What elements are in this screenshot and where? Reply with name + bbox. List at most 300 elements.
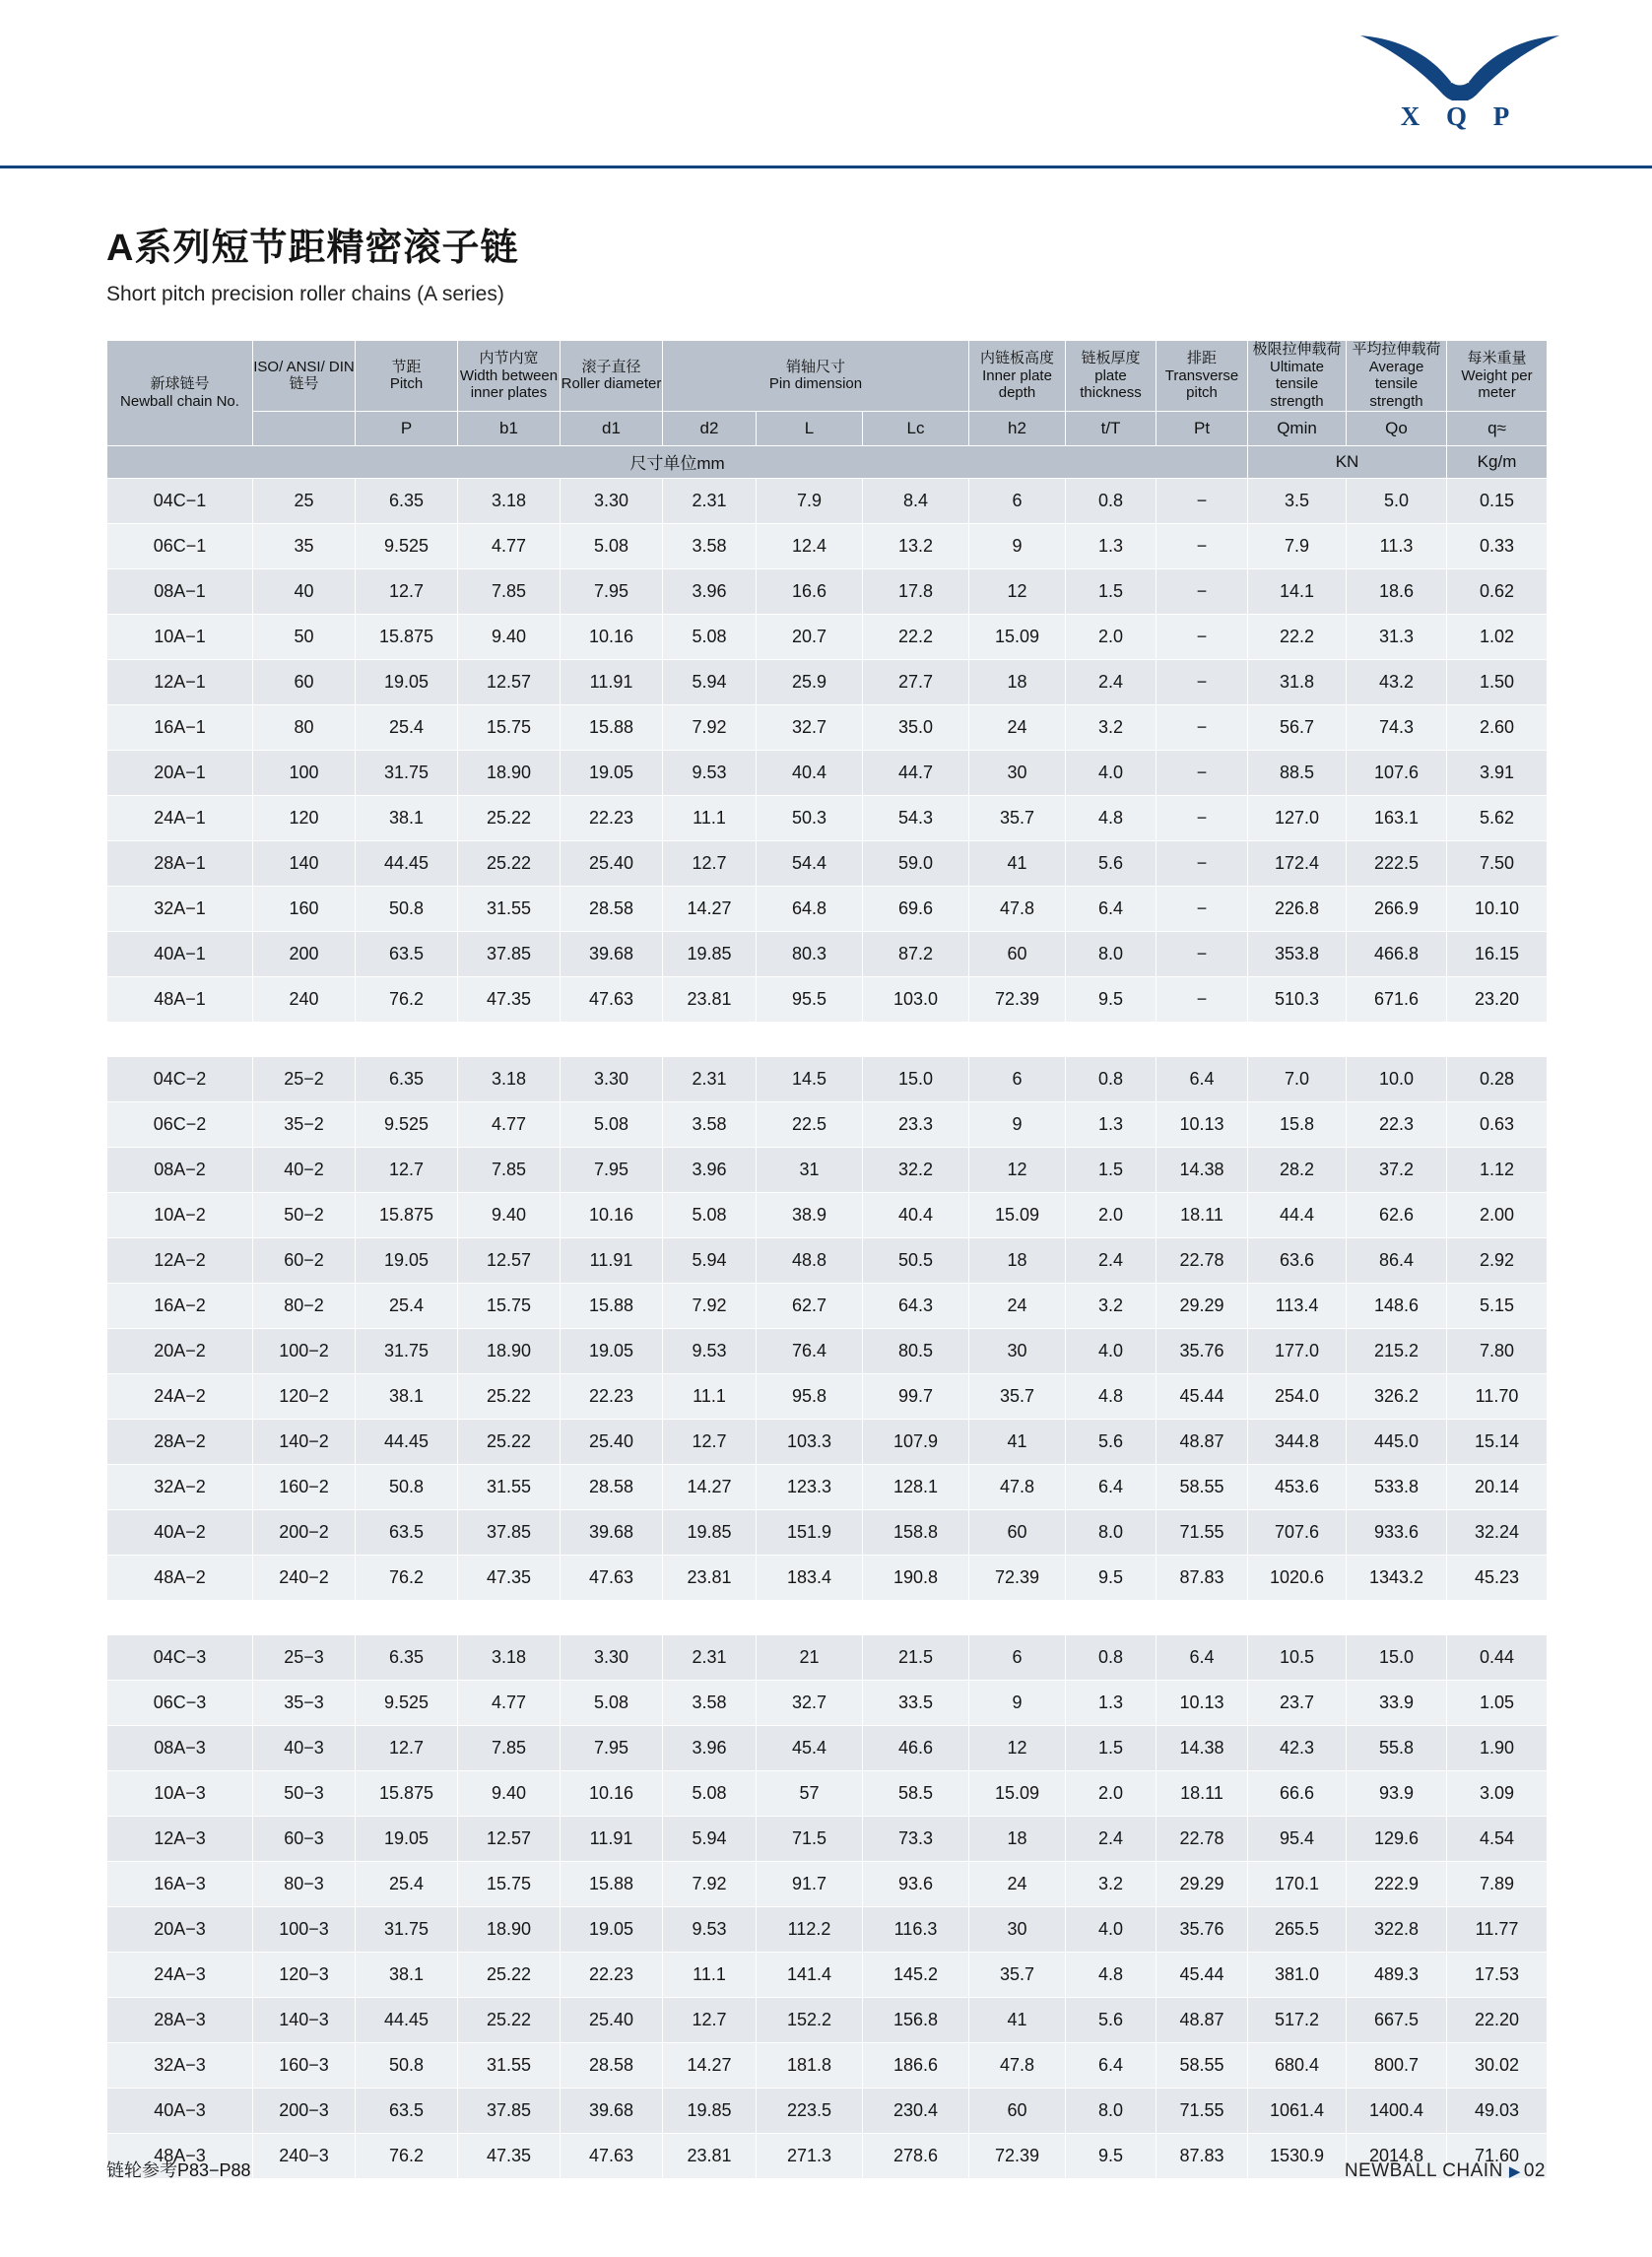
table-cell: 6.35 xyxy=(356,478,458,523)
table-row xyxy=(107,750,1548,795)
table-cell: 2.31 xyxy=(663,1056,757,1101)
table-row xyxy=(107,886,1548,931)
table-cell: 18 xyxy=(969,1816,1066,1861)
table-cell: 21.5 xyxy=(863,1634,969,1680)
table-cell: 48.87 xyxy=(1156,1419,1248,1464)
cell-chain-no: 10A−3 xyxy=(107,1770,253,1816)
unit-kgm: Kg/m xyxy=(1447,445,1548,478)
table-cell: 41 xyxy=(969,1997,1066,2042)
table-cell: 48.8 xyxy=(757,1237,863,1283)
cell-chain-no: 10A−2 xyxy=(107,1192,253,1237)
table-cell: 63.5 xyxy=(356,1509,458,1555)
table-cell: 0.8 xyxy=(1066,1634,1156,1680)
table-cell: 222.5 xyxy=(1347,840,1447,886)
table-cell: 2.31 xyxy=(663,478,757,523)
table-row xyxy=(107,1147,1548,1192)
table-row xyxy=(107,1861,1548,1906)
table-cell: 9.40 xyxy=(458,614,561,659)
table-cell: 1.3 xyxy=(1066,1101,1156,1147)
th-roller-diameter: 滚子直径 Roller diameter xyxy=(561,341,663,412)
table-cell: 10.13 xyxy=(1156,1680,1248,1725)
table-cell: 116.3 xyxy=(863,1906,969,1952)
spacer-cell xyxy=(107,1022,1548,1056)
table-cell: 9.525 xyxy=(356,1680,458,1725)
table-row xyxy=(107,1192,1548,1237)
cell-chain-no: 12A−2 xyxy=(107,1237,253,1283)
table-cell: 223.5 xyxy=(757,2088,863,2133)
table-cell: 3.91 xyxy=(1447,750,1548,795)
table-row xyxy=(107,2088,1548,2133)
table-cell: 4.54 xyxy=(1447,1816,1548,1861)
table-cell: 2.00 xyxy=(1447,1192,1548,1237)
table-cell: 25−2 xyxy=(253,1056,356,1101)
table-row xyxy=(107,1464,1548,1509)
footer-note: 链轮参考P83−P88 xyxy=(106,2160,251,2180)
table-cell: 6.4 xyxy=(1066,886,1156,931)
cell-chain-no: 48A−2 xyxy=(107,1555,253,1600)
table-cell: 19.05 xyxy=(356,1816,458,1861)
table-cell: 466.8 xyxy=(1347,931,1447,976)
table-cell: 103.3 xyxy=(757,1419,863,1464)
table-cell: 7.85 xyxy=(458,568,561,614)
table-cell: 44.4 xyxy=(1248,1192,1347,1237)
table-cell: 12.4 xyxy=(757,523,863,568)
table-cell: 11.91 xyxy=(561,1237,663,1283)
table-cell: 2.0 xyxy=(1066,614,1156,659)
table-cell: 88.5 xyxy=(1248,750,1347,795)
table-cell: 8.4 xyxy=(863,478,969,523)
table-cell: 99.7 xyxy=(863,1373,969,1419)
table-cell: 18 xyxy=(969,1237,1066,1283)
th-average-tensile: 平均拉伸载荷 Average tensile strength xyxy=(1347,341,1447,412)
logo xyxy=(1347,30,1573,132)
table-cell: 12.7 xyxy=(663,840,757,886)
table-cell: 80.3 xyxy=(757,931,863,976)
table-cell: 15.0 xyxy=(863,1056,969,1101)
table-cell: 151.9 xyxy=(757,1509,863,1555)
table-cell: 18.90 xyxy=(458,1328,561,1373)
table-cell: 2014.8 xyxy=(1347,2133,1447,2178)
table-cell: 15.0 xyxy=(1347,1634,1447,1680)
sym-t: t/T xyxy=(1066,411,1156,445)
table-cell: 10.16 xyxy=(561,1770,663,1816)
cell-chain-no: 20A−3 xyxy=(107,1906,253,1952)
table-cell: 7.95 xyxy=(561,1725,663,1770)
table-cell: 4.77 xyxy=(458,1101,561,1147)
table-cell: 8.0 xyxy=(1066,931,1156,976)
table-cell: 667.5 xyxy=(1347,1997,1447,2042)
table-cell: 18.90 xyxy=(458,1906,561,1952)
cell-chain-no: 04C−1 xyxy=(107,478,253,523)
table-cell: 1.3 xyxy=(1066,1680,1156,1725)
cell-chain-no: 48A−1 xyxy=(107,976,253,1022)
table-cell: 47.35 xyxy=(458,1555,561,1600)
table-cell: 230.4 xyxy=(863,2088,969,2133)
table-cell: 24 xyxy=(969,1283,1066,1328)
cell-chain-no: 24A−1 xyxy=(107,795,253,840)
table-row xyxy=(107,523,1548,568)
table-cell: 86.4 xyxy=(1347,1237,1447,1283)
sym-qo: Qo xyxy=(1347,411,1447,445)
table-cell: 7.92 xyxy=(663,1861,757,1906)
table-cell: 15.875 xyxy=(356,614,458,659)
page-subtitle: Short pitch precision roller chains (A series) xyxy=(106,283,504,305)
th-pitch: 节距 Pitch xyxy=(356,341,458,412)
table-row xyxy=(107,614,1548,659)
table-cell: 190.8 xyxy=(863,1555,969,1600)
table-cell: 23.81 xyxy=(663,2133,757,2178)
table-cell: 35.7 xyxy=(969,795,1066,840)
table-cell: 72.39 xyxy=(969,1555,1066,1600)
table-cell: 32.24 xyxy=(1447,1509,1548,1555)
table-cell: 7.9 xyxy=(757,478,863,523)
table-cell: 64.8 xyxy=(757,886,863,931)
cell-chain-no: 48A−3 xyxy=(107,2133,253,2178)
table-group-spacer xyxy=(107,1600,1548,1634)
cell-chain-no: 04C−3 xyxy=(107,1634,253,1680)
table-cell: 453.6 xyxy=(1248,1464,1347,1509)
table-cell: 80−3 xyxy=(253,1861,356,1906)
table-cell: 5.94 xyxy=(663,1816,757,1861)
table-cell: 8.0 xyxy=(1066,1509,1156,1555)
table-cell: 60−2 xyxy=(253,1237,356,1283)
table-cell: 5.6 xyxy=(1066,840,1156,886)
table-cell: − xyxy=(1156,750,1248,795)
table-cell: 7.95 xyxy=(561,568,663,614)
table-cell: 45.23 xyxy=(1447,1555,1548,1600)
table-cell: 76.4 xyxy=(757,1328,863,1373)
table-cell: 31.75 xyxy=(356,750,458,795)
table-cell: 671.6 xyxy=(1347,976,1447,1022)
table-cell: 533.8 xyxy=(1347,1464,1447,1509)
table-cell: 1530.9 xyxy=(1248,2133,1347,2178)
table-cell: 800.7 xyxy=(1347,2042,1447,2088)
table-cell: 158.8 xyxy=(863,1509,969,1555)
table-cell: 22.78 xyxy=(1156,1237,1248,1283)
th-inner-plate-depth: 内链板高度 Inner plate depth xyxy=(969,341,1066,412)
table-cell: 12.57 xyxy=(458,659,561,704)
th-plate-thickness: 链板厚度 plate thickness xyxy=(1066,341,1156,412)
table-cell: 9.53 xyxy=(663,1328,757,1373)
table-cell: 120−3 xyxy=(253,1952,356,1997)
table-cell: 35.76 xyxy=(1156,1906,1248,1952)
unit-kn: KN xyxy=(1248,445,1447,478)
table-cell: 63.5 xyxy=(356,2088,458,2133)
table-cell: 47.63 xyxy=(561,2133,663,2178)
table-cell: 25.22 xyxy=(458,795,561,840)
table-cell: 35.7 xyxy=(969,1952,1066,1997)
table-row xyxy=(107,840,1548,886)
table-cell: − xyxy=(1156,523,1248,568)
table-cell: 4.77 xyxy=(458,523,561,568)
table-cell: 22.5 xyxy=(757,1101,863,1147)
table-cell: 152.2 xyxy=(757,1997,863,2042)
table-cell: 58.55 xyxy=(1156,1464,1248,1509)
table-cell: 50.8 xyxy=(356,2042,458,2088)
cell-chain-no: 40A−3 xyxy=(107,2088,253,2133)
sym-p: P xyxy=(356,411,458,445)
th-transverse-pitch: 排距 Transverse pitch xyxy=(1156,341,1248,412)
table-cell: 47.63 xyxy=(561,976,663,1022)
table-cell: 0.8 xyxy=(1066,478,1156,523)
table-row xyxy=(107,1725,1548,1770)
table-cell: − xyxy=(1156,976,1248,1022)
table-cell: 322.8 xyxy=(1347,1906,1447,1952)
table-cell: 15.75 xyxy=(458,1283,561,1328)
table-cell: 28.2 xyxy=(1248,1147,1347,1192)
table-cell: 19.85 xyxy=(663,931,757,976)
cell-chain-no: 40A−1 xyxy=(107,931,253,976)
table-cell: 9.5 xyxy=(1066,976,1156,1022)
table-cell: 35.7 xyxy=(969,1373,1066,1419)
table-cell: 1.3 xyxy=(1066,523,1156,568)
table-cell: 226.8 xyxy=(1248,886,1347,931)
table-cell: 7.80 xyxy=(1447,1328,1548,1373)
table-cell: 24 xyxy=(969,1861,1066,1906)
table-cell: 3.5 xyxy=(1248,478,1347,523)
table-cell: 9 xyxy=(969,1680,1066,1725)
table-cell: 59.0 xyxy=(863,840,969,886)
table-cell: 7.85 xyxy=(458,1147,561,1192)
table-cell: 80 xyxy=(253,704,356,750)
table-cell: 25.40 xyxy=(561,1419,663,1464)
header-divider xyxy=(0,166,1652,168)
table-cell: 5.6 xyxy=(1066,1419,1156,1464)
table-cell: − xyxy=(1156,704,1248,750)
cell-chain-no: 08A−3 xyxy=(107,1725,253,1770)
table-cell: 200−3 xyxy=(253,2088,356,2133)
table-header-row xyxy=(107,341,1548,412)
table-row xyxy=(107,1997,1548,2042)
table-cell: 510.3 xyxy=(1248,976,1347,1022)
table-body xyxy=(107,478,1548,2178)
table-cell: 1.5 xyxy=(1066,1147,1156,1192)
table-cell: 12.7 xyxy=(356,1725,458,1770)
table-cell: 87.83 xyxy=(1156,2133,1248,2178)
table-cell: 7.0 xyxy=(1248,1056,1347,1101)
table-cell: 62.7 xyxy=(757,1283,863,1328)
table-cell: 47.35 xyxy=(458,976,561,1022)
table-cell: 100−2 xyxy=(253,1328,356,1373)
table-cell: 3.30 xyxy=(561,1634,663,1680)
sym-qmin: Qmin xyxy=(1248,411,1347,445)
table-cell: 32.7 xyxy=(757,1680,863,1725)
table-cell: 37.85 xyxy=(458,2088,561,2133)
table-row xyxy=(107,1328,1548,1373)
table-cell: 156.8 xyxy=(863,1997,969,2042)
table-cell: 29.29 xyxy=(1156,1283,1248,1328)
cell-chain-no: 12A−3 xyxy=(107,1816,253,1861)
table-cell: 680.4 xyxy=(1248,2042,1347,2088)
table-cell: 47.8 xyxy=(969,2042,1066,2088)
table-cell: 3.30 xyxy=(561,1056,663,1101)
table-cell: 14.5 xyxy=(757,1056,863,1101)
table-cell: 15.875 xyxy=(356,1192,458,1237)
table-cell: 44.7 xyxy=(863,750,969,795)
table-row xyxy=(107,2042,1548,2088)
table-cell: 46.6 xyxy=(863,1725,969,1770)
table-cell: 5.94 xyxy=(663,659,757,704)
table-row xyxy=(107,568,1548,614)
table-cell: 14.27 xyxy=(663,886,757,931)
table-cell: 12.7 xyxy=(356,1147,458,1192)
table-cell: 11.91 xyxy=(561,659,663,704)
sym-b1: b1 xyxy=(458,411,561,445)
table-cell: 24 xyxy=(969,704,1066,750)
cell-chain-no: 08A−1 xyxy=(107,568,253,614)
table-row xyxy=(107,1770,1548,1816)
table-cell: 9.53 xyxy=(663,750,757,795)
table-cell: 50.5 xyxy=(863,1237,969,1283)
table-cell: 1.05 xyxy=(1447,1680,1548,1725)
table-cell: 10.10 xyxy=(1447,886,1548,931)
table-cell: 12 xyxy=(969,1725,1066,1770)
table-cell: 240−2 xyxy=(253,1555,356,1600)
table-cell: 344.8 xyxy=(1248,1419,1347,1464)
table-cell: 19.05 xyxy=(561,1906,663,1952)
table-cell: 7.50 xyxy=(1447,840,1548,886)
table-cell: 32.2 xyxy=(863,1147,969,1192)
footer-brand-block xyxy=(1345,2160,1546,2182)
table-cell: 73.3 xyxy=(863,1816,969,1861)
th-chain-no: 新球链号 Newball chain No. xyxy=(107,341,253,446)
table-row xyxy=(107,478,1548,523)
table-cell: 19.85 xyxy=(663,1509,757,1555)
cell-chain-no: 06C−3 xyxy=(107,1680,253,1725)
table-cell: 40 xyxy=(253,568,356,614)
table-cell: 19.05 xyxy=(561,750,663,795)
table-cell: 11.77 xyxy=(1447,1906,1548,1952)
table-cell: 37.85 xyxy=(458,1509,561,1555)
table-cell: 25.22 xyxy=(458,840,561,886)
cell-chain-no: 40A−2 xyxy=(107,1509,253,1555)
table-cell: 80−2 xyxy=(253,1283,356,1328)
table-cell: 13.2 xyxy=(863,523,969,568)
table-cell: 40−2 xyxy=(253,1147,356,1192)
table-cell: 100 xyxy=(253,750,356,795)
table-cell: 64.3 xyxy=(863,1283,969,1328)
table-cell: 5.0 xyxy=(1347,478,1447,523)
sym-h2: h2 xyxy=(969,411,1066,445)
table-cell: 107.6 xyxy=(1347,750,1447,795)
table-cell: 76.2 xyxy=(356,976,458,1022)
table-cell: 28.58 xyxy=(561,2042,663,2088)
table-cell: 23.20 xyxy=(1447,976,1548,1022)
table-cell: 18.11 xyxy=(1156,1770,1248,1816)
table-cell: 35−3 xyxy=(253,1680,356,1725)
sym-l: L xyxy=(757,411,863,445)
table-cell: 15.8 xyxy=(1248,1101,1347,1147)
table-cell: 54.4 xyxy=(757,840,863,886)
table-cell: 56.7 xyxy=(1248,704,1347,750)
table-cell: 50.3 xyxy=(757,795,863,840)
table-cell: 50 xyxy=(253,614,356,659)
table-cell: 6.35 xyxy=(356,1056,458,1101)
cell-chain-no: 32A−3 xyxy=(107,2042,253,2088)
table-cell: 265.5 xyxy=(1248,1906,1347,1952)
table-cell: 17.8 xyxy=(863,568,969,614)
table-cell: 63.6 xyxy=(1248,1237,1347,1283)
table-row xyxy=(107,1555,1548,1600)
footer-brand: NEWBALL CHAIN xyxy=(1344,2160,1503,2181)
table-cell: 33.5 xyxy=(863,1680,969,1725)
table-cell: 87.2 xyxy=(863,931,969,976)
table-cell: 95.4 xyxy=(1248,1816,1347,1861)
cell-chain-no: 20A−2 xyxy=(107,1328,253,1373)
table-cell: 71.5 xyxy=(757,1816,863,1861)
table-cell: 2.0 xyxy=(1066,1770,1156,1816)
triangle-icon: ▶ xyxy=(1508,2163,1521,2180)
table-cell: 40.4 xyxy=(863,1192,969,1237)
table-cell: 29.29 xyxy=(1156,1861,1248,1906)
table-cell: 45.44 xyxy=(1156,1373,1248,1419)
table-row xyxy=(107,1952,1548,1997)
table-cell: 9.40 xyxy=(458,1192,561,1237)
table-cell: 3.2 xyxy=(1066,1283,1156,1328)
cell-chain-no: 28A−3 xyxy=(107,1997,253,2042)
table-cell: 11.3 xyxy=(1347,523,1447,568)
table-cell: 17.53 xyxy=(1447,1952,1548,1997)
table-cell: 25.40 xyxy=(561,1997,663,2042)
table-cell: 353.8 xyxy=(1248,931,1347,976)
table-cell: 2.31 xyxy=(663,1634,757,1680)
table-cell: 1.12 xyxy=(1447,1147,1548,1192)
table-cell: 215.2 xyxy=(1347,1328,1447,1373)
table-cell: 45.4 xyxy=(757,1725,863,1770)
table-cell: 3.96 xyxy=(663,1147,757,1192)
table-cell: 2.4 xyxy=(1066,659,1156,704)
table-cell: 148.6 xyxy=(1347,1283,1447,1328)
table-cell: 44.45 xyxy=(356,1419,458,1464)
table-cell: 6.4 xyxy=(1156,1056,1248,1101)
table-cell: 25.22 xyxy=(458,1997,561,2042)
table-cell: 91.7 xyxy=(757,1861,863,1906)
table-cell: 3.30 xyxy=(561,478,663,523)
table-cell: 25.22 xyxy=(458,1419,561,1464)
table-cell: 3.58 xyxy=(663,523,757,568)
table-cell: 3.96 xyxy=(663,568,757,614)
table-cell: 31.8 xyxy=(1248,659,1347,704)
table-cell: 1400.4 xyxy=(1347,2088,1447,2133)
sym-q: q≈ xyxy=(1447,411,1548,445)
table-cell: 9.525 xyxy=(356,523,458,568)
logo-text: X Q P xyxy=(1400,101,1520,131)
table-cell: 31.75 xyxy=(356,1328,458,1373)
table-cell: 7.85 xyxy=(458,1725,561,1770)
table-cell: 1.02 xyxy=(1447,614,1548,659)
table-cell: 14.27 xyxy=(663,2042,757,2088)
page-header xyxy=(0,0,1652,169)
table-cell: 19.85 xyxy=(663,2088,757,2133)
table-cell: 22.2 xyxy=(1248,614,1347,659)
table-cell: 38.1 xyxy=(356,1373,458,1419)
table-cell: 4.0 xyxy=(1066,1906,1156,1952)
table-row xyxy=(107,1906,1548,1952)
table-cell: 12.7 xyxy=(356,568,458,614)
table-cell: 4.8 xyxy=(1066,795,1156,840)
table-cell: 45.44 xyxy=(1156,1952,1248,1997)
table-cell: 58.5 xyxy=(863,1770,969,1816)
cell-chain-no: 28A−1 xyxy=(107,840,253,886)
table-cell: 12 xyxy=(969,568,1066,614)
table-cell: 39.68 xyxy=(561,1509,663,1555)
table-cell: 1020.6 xyxy=(1248,1555,1347,1600)
table-cell: 2.4 xyxy=(1066,1237,1156,1283)
table-cell: 25.9 xyxy=(757,659,863,704)
table-cell: 1.5 xyxy=(1066,568,1156,614)
table-cell: 28.58 xyxy=(561,886,663,931)
table-cell: 35−2 xyxy=(253,1101,356,1147)
